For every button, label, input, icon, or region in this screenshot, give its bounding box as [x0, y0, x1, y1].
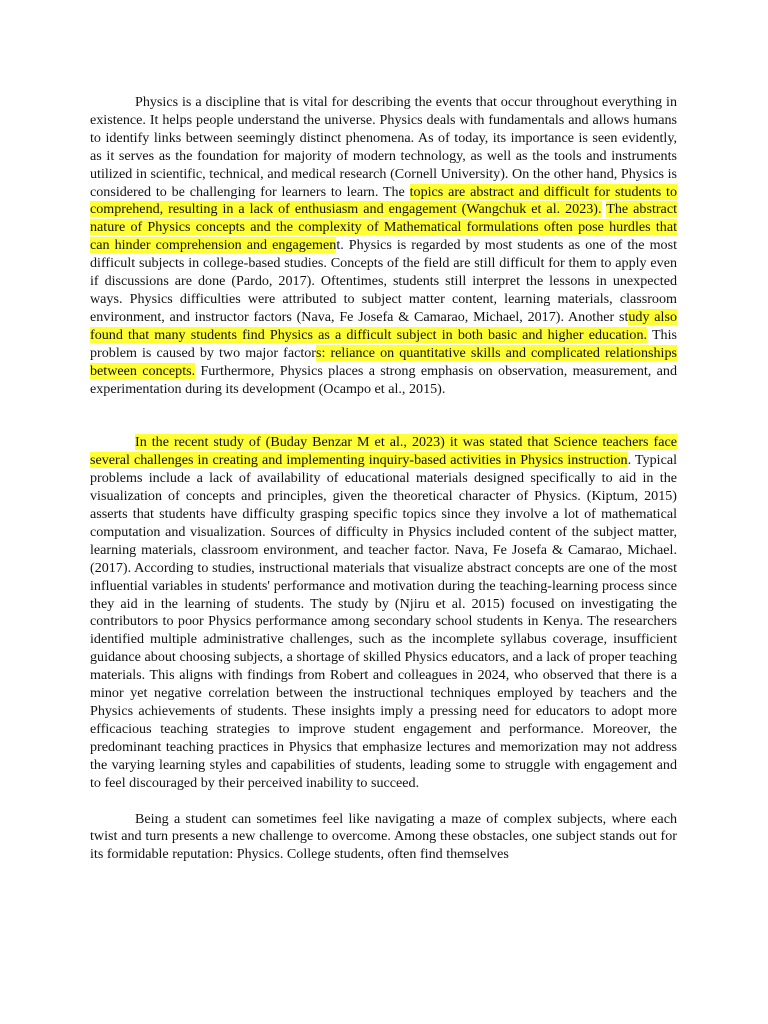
- body-text: t. Physics is regarded by most students as one of the most difficult subjects in college-based studies. Concepts of the field are still difficult for them to apply even if discussions are done (Pardo, 2017). Oftentimes, students still interpret the lessons in unexpected ways. Physics difficulties were attributed to subject matter content, learning materials, classroom environment, and instructor factors (Nava, Fe Josefa & Camarao, Michael, 2017). Another st: [90, 237, 677, 325]
- paragraph-gap: [90, 398, 677, 434]
- body-text: This problem is caused by two major factor: [90, 326, 678, 361]
- highlighted-text: s: reliance on quantitative skills and complicated relationships between concepts.: [90, 344, 677, 379]
- body-text: Being a student can sometimes feel like navigating a maze of complex subjects, where each twist and turn presents a new challenge to overcome. Among these obstacles, one subject stands out for its formidable reputation: Physics. College students, often find themselves: [90, 810, 677, 863]
- highlighted-text: topics are abstract and difficult for students to comprehend, resulting in a lack of enthusiasm and engagement (Wangchuk et al. 2023).: [90, 183, 677, 218]
- paragraph-2: [90, 434, 677, 792]
- highlighted-text: The abstract nature of Physics concepts and the complexity of Mathematical formulations often pose hurdles that can hinder comprehension and engagemen: [90, 201, 677, 254]
- paragraph-1: [90, 94, 677, 398]
- document-page: [90, 94, 677, 864]
- highlighted-text: udy also found that many students find Physics as a difficult subject in both basic and higher education.: [90, 308, 677, 343]
- body-text: . Typical problems include a lack of availability of educational materials designed specifically to aid in the visualization of concepts and principles, given the theoretical character of Physics. (Kiptum, 2015) asserts that students have difficulty grasping specific topics since they involve a lot of mathematical computation and visualization. Sources of difficulty in Physics included content of the subject matter, learning materials, classroom environment, and teacher factor. Nava, Fe Josefa & Camarao, Michael. (2017). According to studies, instructional materials that visualize abstract concepts are one of the most influential variables in students' performance and motivation during the teaching-learning process since they aid in the learning of students. The study by (Njiru et al. 2015) focused on investigating the contributors to poor Physics performance among secondary school students in Kenya. The researchers identified multiple administrative challenges, such as the incomplete syllabus coverage, insufficient guidance about choosing subjects, a shortage of skilled Physics educators, and a lack of proper teaching materials. This aligns with findings from Robert and colleagues in 2024, who observed that there is a minor yet negative correlation between the instructional techniques employed by teachers and the Physics achievements of students. These insights imply a pressing need for educators to adopt more efficacious teaching strategies to improve student engagement and performance. Moreover, the predominant teaching practices in Physics that emphasize lectures and memorization may not address the varying learning styles and capabilities of students, leading some to struggle with engagement and to feel discouraged by their perceived inability to succeed.: [90, 452, 677, 791]
- paragraph-gap: [90, 793, 677, 811]
- paragraph-3: [90, 811, 677, 865]
- highlighted-text: In the recent study of (Buday Benzar M et al., 2023) it was stated that Science teachers face several challenges in creating and implementing inquiry-based activities in Physics instruction: [90, 434, 677, 469]
- body-text: Physics is a discipline that is vital for describing the events that occur throughout everything in existence. It helps people understand the universe. Physics deals with fundamentals and allows humans to identify links between seemingly distinct phenomena. As of today, its importance is seen evidently, as it serves as the foundation for majority of modern technology, as well as the tools and instruments utilized in scientific, technical, and medical research (Cornell University). On the other hand, Physics is considered to be challenging for learners to learn. The: [90, 94, 677, 200]
- body-text: Furthermore, Physics places a strong emphasis on observation, measurement, and experimentation during its development (Ocampo et al., 2015).: [90, 362, 677, 397]
